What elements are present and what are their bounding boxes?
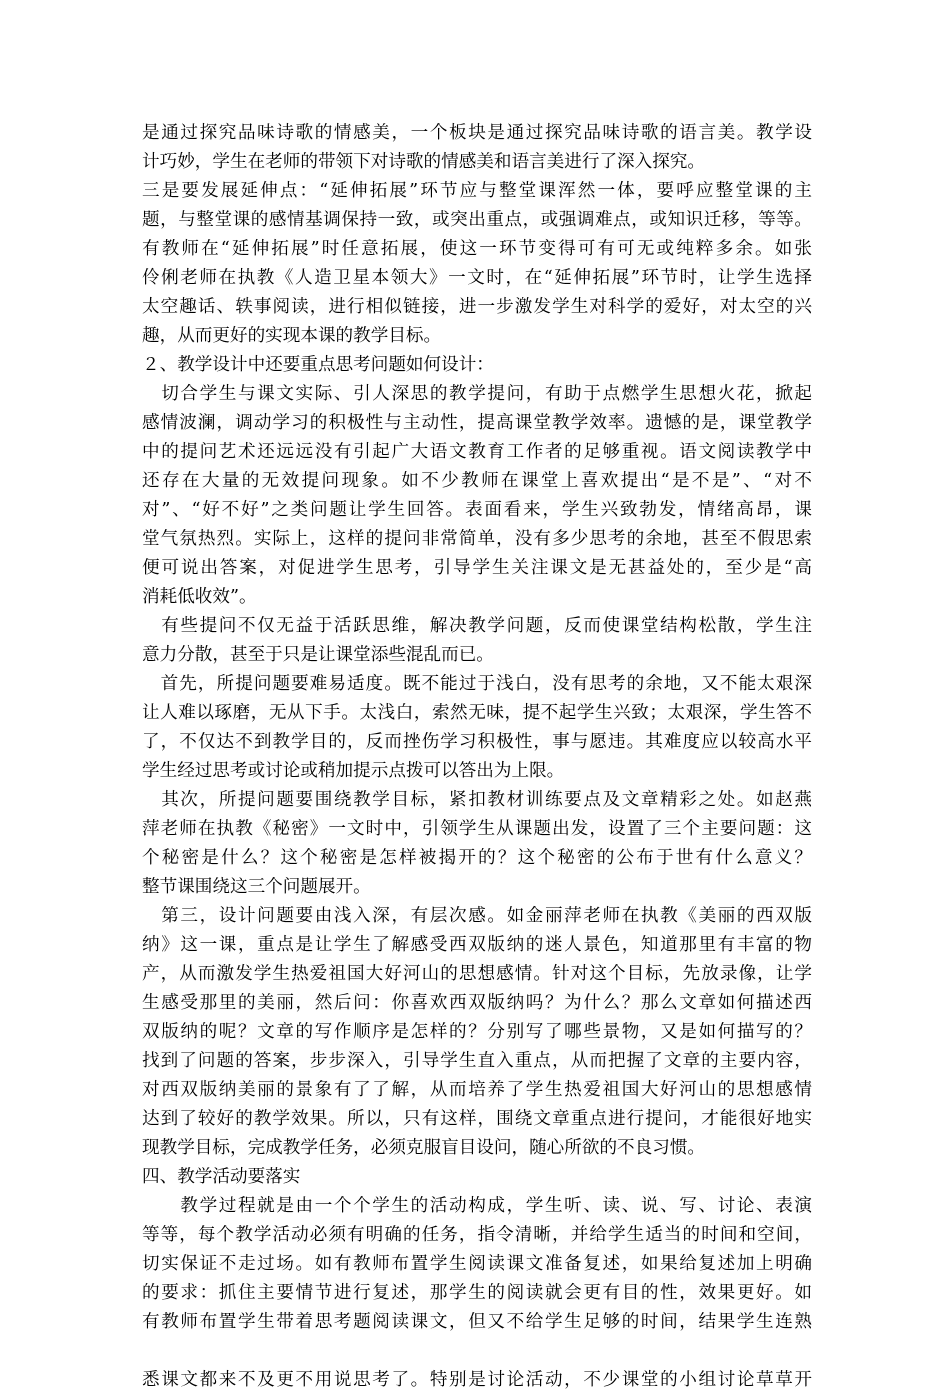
text-line: 个秘密是什么？这个秘密是怎样被揭开的？这个秘密的公布于世有什么意义？ <box>142 848 812 868</box>
text-line: 等等，每个教学活动必须有明确的任务，指令清晰，并给学生适当的时间和空间， <box>142 1225 812 1245</box>
text-line: 产，从而激发学生热爱祖国大好河山的思想感情。针对这个目标，先放录像，让学 <box>142 964 812 984</box>
text-line: 还存在大量的无效提问现象。如不少教师在课堂上喜欢提出“是不是”、“对不 <box>142 471 812 491</box>
text-line: ２、教学设计中还要重点思考问题如何设计： <box>142 355 494 375</box>
text-line: 切实保证不走过场。如有教师布置学生阅读课文准备复述，如果给复述加上明确 <box>142 1254 812 1274</box>
text-line: 题，与整堂课的感情基调保持一致，或突出重点，或强调难点，或知识迁移，等等。 <box>142 210 812 230</box>
text-line: 堂气氛热烈。实际上，这样的提问非常简单，没有多少思考的余地，甚至不假思索 <box>142 529 812 549</box>
text-line: 三是要发展延伸点：“延伸拓展”环节应与整堂课浑然一体，要呼应整堂课的主 <box>142 181 812 201</box>
text-line: 找到了问题的答案，步步深入，引导学生直入重点，从而把握了文章的主要内容， <box>142 1051 812 1071</box>
document-page <box>142 119 812 1395</box>
text-line: 生感受那里的美丽，然后问：你喜欢西双版纳吗？为什么？那么文章如何描述西 <box>142 993 812 1013</box>
text-line: 了，不仅达不到教学目的，反而挫伤学习积极性，事与愿违。其难度应以较高水平 <box>142 732 812 752</box>
text-line: 有教师布置学生带着思考题阅读课文，但又不给学生足够的时间，结果学生连熟 <box>142 1312 812 1332</box>
text-line: 便可说出答案，对促进学生思考，引导学生关注课文是无甚益处的，至少是“高 <box>142 558 812 578</box>
text-line: 整节课围绕这三个问题展开。 <box>142 877 371 897</box>
text-line: 第三，设计问题要由浅入深，有层次感。如金丽萍老师在执教《美丽的西双版 <box>142 906 812 926</box>
text-line: 首先，所提问题要难易适度。既不能过于浅白，没有思考的余地，又不能太艰深 <box>142 674 812 694</box>
text-line: 是通过探究品味诗歌的情感美，一个板块是通过探究品味诗歌的语言美。教学设 <box>142 123 812 143</box>
text-line: 四、教学活动要落实 <box>142 1167 301 1187</box>
text-line: 纳》这一课，重点是让学生了解感受西双版纳的迷人景色，知道那里有丰富的物 <box>142 935 812 955</box>
text-line: 消耗低收效”。 <box>142 587 257 607</box>
text-line: 教学过程就是由一个个学生的活动构成，学生听、读、说、写、讨论、表演 <box>142 1196 812 1216</box>
text-line: 伶俐老师在执教《人造卫星本领大》一文时，在“延伸拓展”环节时，让学生选择 <box>142 268 812 288</box>
text-line: 学生经过思考或讨论或稍加提示点拨可以答出为上限。 <box>142 761 565 781</box>
text-line: 对”、“好不好”之类问题让学生回答。表面看来，学生兴致勃发，情绪高昂，课 <box>142 500 812 520</box>
text-line: 达到了较好的教学效果。所以，只有这样，围绕文章重点进行提问，才能很好地实 <box>142 1109 812 1129</box>
text-line: 悉课文都来不及更不用说思考了。特别是讨论活动，不少课堂的小组讨论草草开 <box>142 1370 812 1390</box>
text-line: 有教师在“延伸拓展”时任意拓展，使这一环节变得可有可无或纯粹多余。如张 <box>142 239 812 259</box>
text-line: 感情波澜，调动学习的积极性与主动性，提高课堂教学效率。遗憾的是，课堂教学 <box>142 413 812 433</box>
text-line: 现教学目标，完成教学任务，必须克服盲目设问，随心所欲的不良习惯。 <box>142 1138 706 1158</box>
text-line: 萍老师在执教《秘密》一文时中，引领学生从课题出发，设置了三个主要问题：这 <box>142 819 812 839</box>
document-body-text <box>142 119 812 1337</box>
text-line: 双版纳的呢？文章的写作顺序是怎样的？分别写了哪些景物，又是如何描写的？ <box>142 1022 812 1042</box>
text-line: 趣，从而更好的实现本课的教学目标。 <box>142 326 442 346</box>
text-line: 太空趣话、轶事阅读，进行相似链接，进一步激发学生对科学的爱好，对太空的兴 <box>142 297 812 317</box>
text-line: 有些提问不仅无益于活跃思维，解决教学问题，反而使课堂结构松散，学生注 <box>142 616 812 636</box>
text-line: 计巧妙，学生在老师的带领下对诗歌的情感美和语言美进行了深入探究。 <box>142 152 706 172</box>
text-line: 的要求：抓住主要情节进行复述，那学生的阅读就会更有目的性，效果更好。如 <box>142 1283 812 1303</box>
text-line: 其次，所提问题要围绕教学目标，紧扣教材训练要点及文章精彩之处。如赵燕 <box>142 790 812 810</box>
document-body-text-continued <box>142 1366 812 1395</box>
text-line: 让人难以琢磨，无从下手。太浅白，索然无味，提不起学生兴致；太艰深，学生答不 <box>142 703 812 723</box>
text-line: 意力分散，甚至于只是让课堂添些混乱而已。 <box>142 645 494 665</box>
text-line: 中的提问艺术还远远没有引起广大语文教育工作者的足够重视。语文阅读教学中 <box>142 442 812 462</box>
text-line: 切合学生与课文实际、引人深思的教学提问，有助于点燃学生思想火花，掀起 <box>142 384 812 404</box>
text-line: 对西双版纳美丽的景象有了了解，从而培养了学生热爱祖国大好河山的思想感情 <box>142 1080 812 1100</box>
page-gap <box>142 1337 812 1366</box>
